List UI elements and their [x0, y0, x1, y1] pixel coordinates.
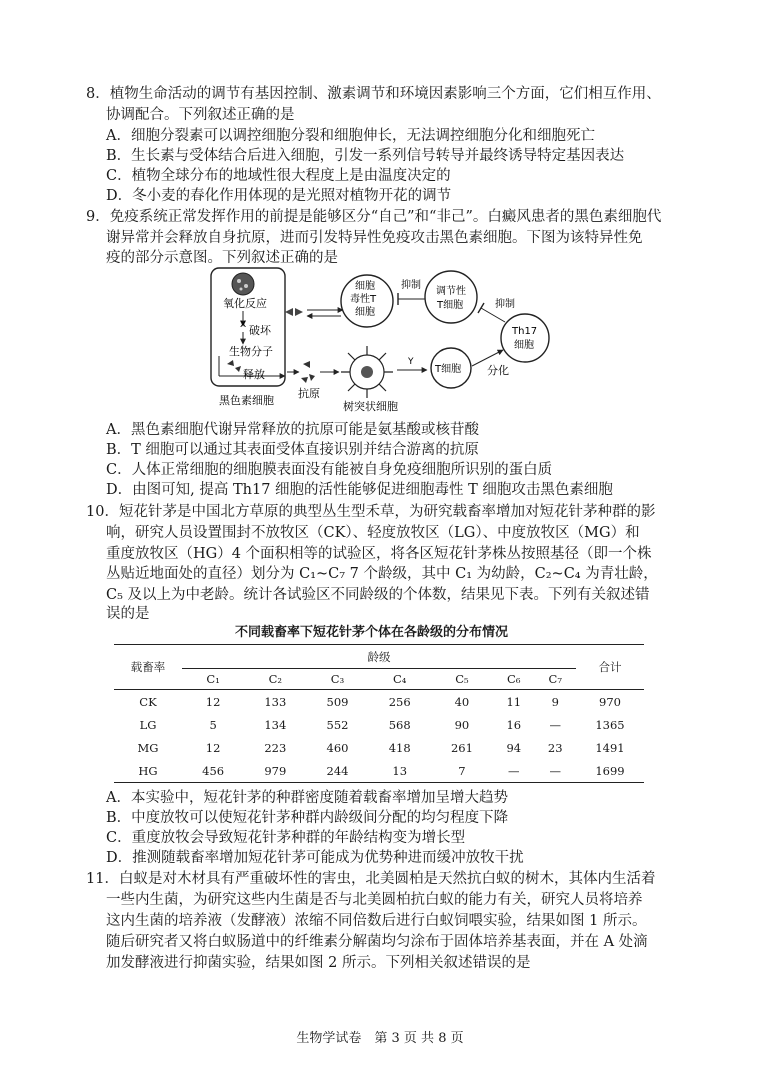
biomolecule-label: 生物分子: [229, 345, 273, 358]
cell: 509: [326, 694, 349, 709]
q9-stem-line1: 9．免疫系统正常发挥作用的前提是能够区分“自己”和“非己”。白癜风患者的黑色素细胞代: [86, 209, 662, 225]
cell: 568: [388, 717, 411, 732]
treg-label-2: T细胞: [437, 300, 464, 311]
column-header: C₂: [244, 669, 306, 690]
column-header: C₄: [369, 669, 431, 690]
inhibit-label-2: 抑制: [495, 299, 515, 310]
row-total: 1365: [595, 717, 625, 732]
cell: 23: [547, 740, 563, 755]
cell: 261: [450, 740, 473, 755]
q9-option-c: C．人体正常细胞的细胞膜表面没有能被自身免疫细胞所识别的蛋白质: [106, 462, 553, 478]
table-row: [114, 713, 644, 736]
receptor-icon: [285, 308, 303, 316]
q9-option-d: D．由图可知, 提高 Th17 细胞的活性能够促进细胞毒性 T 细胞攻击黑色素细胞: [106, 482, 613, 498]
damage-label: 破坏: [249, 324, 271, 337]
ctl-label-3: 细胞: [355, 307, 375, 318]
row-label: LG: [139, 717, 157, 732]
regulatory-t-cell: [425, 271, 477, 323]
cell: 16: [506, 717, 522, 732]
q10-stem-line3: 重度放牧区（HG）4 个面积相等的试验区，将各区短花针茅株丛按照基径（即一个株: [106, 546, 652, 562]
q10-option-a: A．本实验中，短花针茅的种群密度随着载畜率增加呈增大趋势: [106, 790, 508, 806]
oxidation-label: 氧化反应: [223, 297, 267, 310]
column-header: C₅: [431, 669, 493, 690]
column-header: C₁: [182, 669, 244, 690]
cell: 460: [326, 740, 349, 755]
header-rate: 载畜率: [114, 645, 182, 690]
y-label: Y: [408, 357, 414, 367]
q8-option-a: A．细胞分裂素可以调控细胞分裂和细胞伸长，无法调控细胞分化和细胞死亡: [106, 128, 595, 144]
table-row: [114, 759, 644, 783]
row-total: 970: [599, 694, 621, 709]
q8-option-d: D．冬小麦的春化作用体现的是光照对植物开花的调节: [106, 188, 452, 204]
q10-stem-line6: 误的是: [106, 606, 150, 622]
column-header: C₆: [493, 669, 534, 690]
cell: 223: [264, 740, 287, 755]
antigen-fragment-icon: [227, 360, 241, 372]
ctl-label-2: 毒性T: [350, 294, 377, 305]
table-row: [114, 690, 644, 714]
row-total: 1699: [576, 759, 644, 783]
cell: 5: [209, 717, 217, 732]
row-label: MG: [137, 740, 159, 755]
cell: 134: [264, 717, 287, 732]
q11-stem-line2: 一些内生菌，为研究这些内生菌是否与北美圆柏抗白蚁的能力有关，研究人员将培养: [106, 892, 643, 908]
column-header: C₇: [535, 669, 577, 690]
cell: —: [493, 759, 534, 783]
q11-stem-line4: 随后研究者又将白蚁肠道中的纤维素分解菌均匀涂布于固体培养基表面，并在 A 处滴: [106, 934, 648, 950]
q9-stem-line3: 疫的部分示意图。下列叙述正确的是: [106, 250, 338, 266]
immune-diagram-svg: [205, 264, 565, 414]
q10-option-b: B．中度放牧可以使短花针茅种群内龄级间分配的均匀程度下降: [106, 810, 509, 826]
cell: 12: [205, 740, 221, 755]
q11-stem-line3: 这内生菌的培养液（发酵液）浓缩不同倍数后进行白蚁饲喂实验，结果如图 1 所示。: [106, 913, 647, 929]
cell: —: [549, 717, 561, 732]
row-label: CK: [139, 694, 157, 709]
nucleus-icon: [232, 273, 254, 295]
cell: 94: [506, 740, 522, 755]
melanocyte-label: 黑色素细胞: [219, 394, 274, 407]
cell: 7: [431, 759, 493, 783]
antigen-icon: [301, 361, 315, 383]
column-header: C₃: [306, 669, 368, 690]
table-title: 不同载畜率下短花针茅个体在各龄级的分布情况: [235, 625, 509, 640]
cell: 13: [369, 759, 431, 783]
inhibit-label-1: 抑制: [401, 280, 421, 291]
dendritic-cell-label: 树突状细胞: [343, 400, 398, 413]
cell: 12: [205, 694, 221, 709]
q8-option-c: C．植物全球分布的地域性很大程度上是由温度决定的: [106, 168, 451, 184]
q9-option-b: B．T 细胞可以通过其表面受体直接识别并结合游离的抗原: [106, 442, 479, 458]
cell: 244: [306, 759, 368, 783]
q10-stem-line2: 响，研究人员设置围封不放牧区（CK）、轻度放牧区（LG）、中度放牧区（MG）和: [106, 525, 640, 541]
cell: 418: [388, 740, 411, 755]
page-footer: 生物学试卷 第 3 页 共 8 页: [296, 1031, 464, 1046]
cell: —: [535, 759, 577, 783]
th17-label-2: 细胞: [514, 340, 534, 351]
header-age: 龄级: [182, 645, 576, 669]
cell: 11: [506, 694, 522, 709]
x-label: X: [240, 320, 247, 330]
q8-stem-line2: 协调配合。下列叙述正确的是: [106, 107, 295, 123]
cell: 40: [454, 694, 470, 709]
ctl-label-1: 细胞: [355, 281, 375, 292]
q8-stem-line1: 8．植物生命活动的调节有基因控制、激素调节和环境因素影响三个方面，它们相互作用、: [86, 86, 661, 102]
cell: 90: [454, 717, 470, 732]
dendritic-cell: [341, 346, 393, 398]
cell: 456: [182, 759, 244, 783]
row-total: 1491: [595, 740, 625, 755]
q10-stem-line4: 丛贴近地面处的直径）划分为 C₁~C₇ 7 个龄级，其中 C₁ 为幼龄，C₂~C₄ 为青壮龄，: [106, 566, 658, 582]
differentiate-label: 分化: [487, 364, 509, 377]
release-label: 释放: [243, 368, 265, 381]
table-row: [114, 736, 644, 759]
cell: 9: [551, 694, 559, 709]
q9-stem-line2: 谢异常并会释放自身抗原，进而引发特异性免疫攻击黑色素细胞。下图为该特异性免: [106, 230, 643, 246]
row-label: HG: [114, 759, 182, 783]
th17-cell: [501, 314, 549, 362]
cell: 552: [326, 717, 349, 732]
age-distribution-table: [114, 644, 644, 783]
antigen-label: 抗原: [298, 387, 320, 400]
q8-option-b: B．生长素与受体结合后进入细胞，引发一系列信号转导并最终诱导特定基因表达: [106, 148, 625, 164]
treg-label-1: 调节性: [436, 286, 466, 297]
cell: 133: [264, 694, 287, 709]
t-cell-label: T细胞: [435, 364, 462, 375]
q11-stem-line5: 加发酵液进行抑菌实验，结果如图 2 所示。下列相关叙述错误的是: [106, 955, 531, 971]
q10-stem-line1: 10．短花针茅是中国北方草原的典型丛生型禾草，为研究载畜率增加对短花针茅种群的影: [86, 504, 656, 520]
th17-label-1: Th17: [512, 326, 538, 337]
cell: 256: [388, 694, 411, 709]
q10-option-c: C．重度放牧会导致短花针茅种群的年龄结构变为增长型: [106, 830, 466, 846]
immune-diagram: [205, 264, 565, 414]
header-total: 合计: [576, 645, 644, 690]
cell: 979: [244, 759, 306, 783]
q11-stem-line1: 11．白蚁是对木材具有严重破坏性的害虫，北美圆柏是天然抗白蚁的树木，其体内生活着: [86, 871, 656, 887]
q10-option-d: D．推测随载畜率增加短花针茅可能成为优势种进而缓冲放牧干扰: [106, 850, 524, 866]
q10-stem-line5: C₅ 及以上为中老龄。统计各试验区不同龄级的个体数，结果见下表。下列有关叙述错: [106, 587, 650, 603]
q9-option-a: A．黑色素细胞代谢异常释放的抗原可能是氨基酸或核苷酸: [106, 422, 479, 438]
